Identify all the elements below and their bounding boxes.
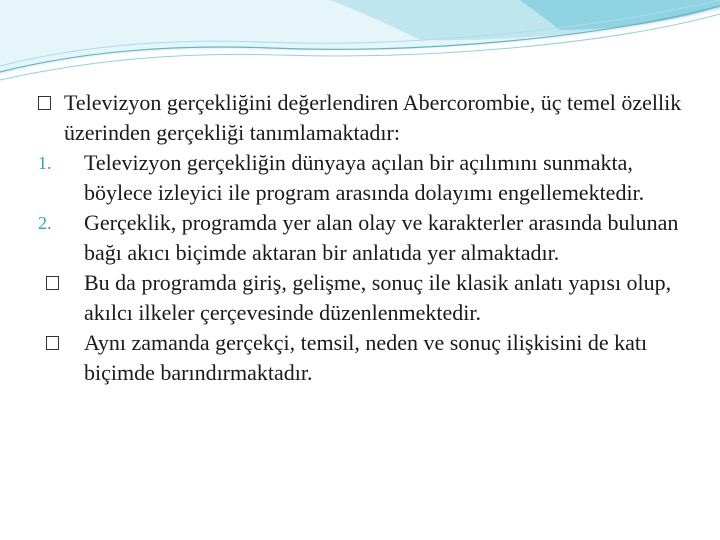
unknown-glyph-box-icon [46,336,59,350]
list-item [38,268,698,328]
bullet-list [38,88,698,388]
unknown-glyph-box-icon [46,276,59,290]
paragraph-text: Bu da programda giriş, gelişme, sonuç ile klasik anlatı yapısı olup, akılcı ilkeler çerçevesinde düzenlenmektedir. [84,270,672,325]
unknown-glyph-box-icon [38,96,51,110]
list-item [38,208,698,268]
list-item [38,148,698,208]
list-item [38,328,698,388]
header-wave-decoration [0,0,720,95]
list-item [38,88,698,148]
paragraph-text: Televizyon gerçekliğin dünyaya açılan bir açılımını sunmakta, böylece izleyici ile program arasında dolayımı engellemektedir. [84,150,645,205]
list-number: 2. [38,213,52,233]
paragraph-text: Televizyon gerçekliğini değerlendiren Abercorombie, üç temel özellik üzerinden gerçekliği tanımlamaktadır: [64,90,682,145]
list-number: 1. [38,153,52,173]
paragraph-text: Aynı zamanda gerçekçi, temsil, neden ve sonuç ilişkisini de katı biçimde barındırmaktadır. [84,330,648,385]
paragraph-text: Gerçeklik, programda yer alan olay ve karakterler arasında bulunan bağı akıcı biçimde aktaran bir anlatıda yer almaktadır. [84,210,679,265]
